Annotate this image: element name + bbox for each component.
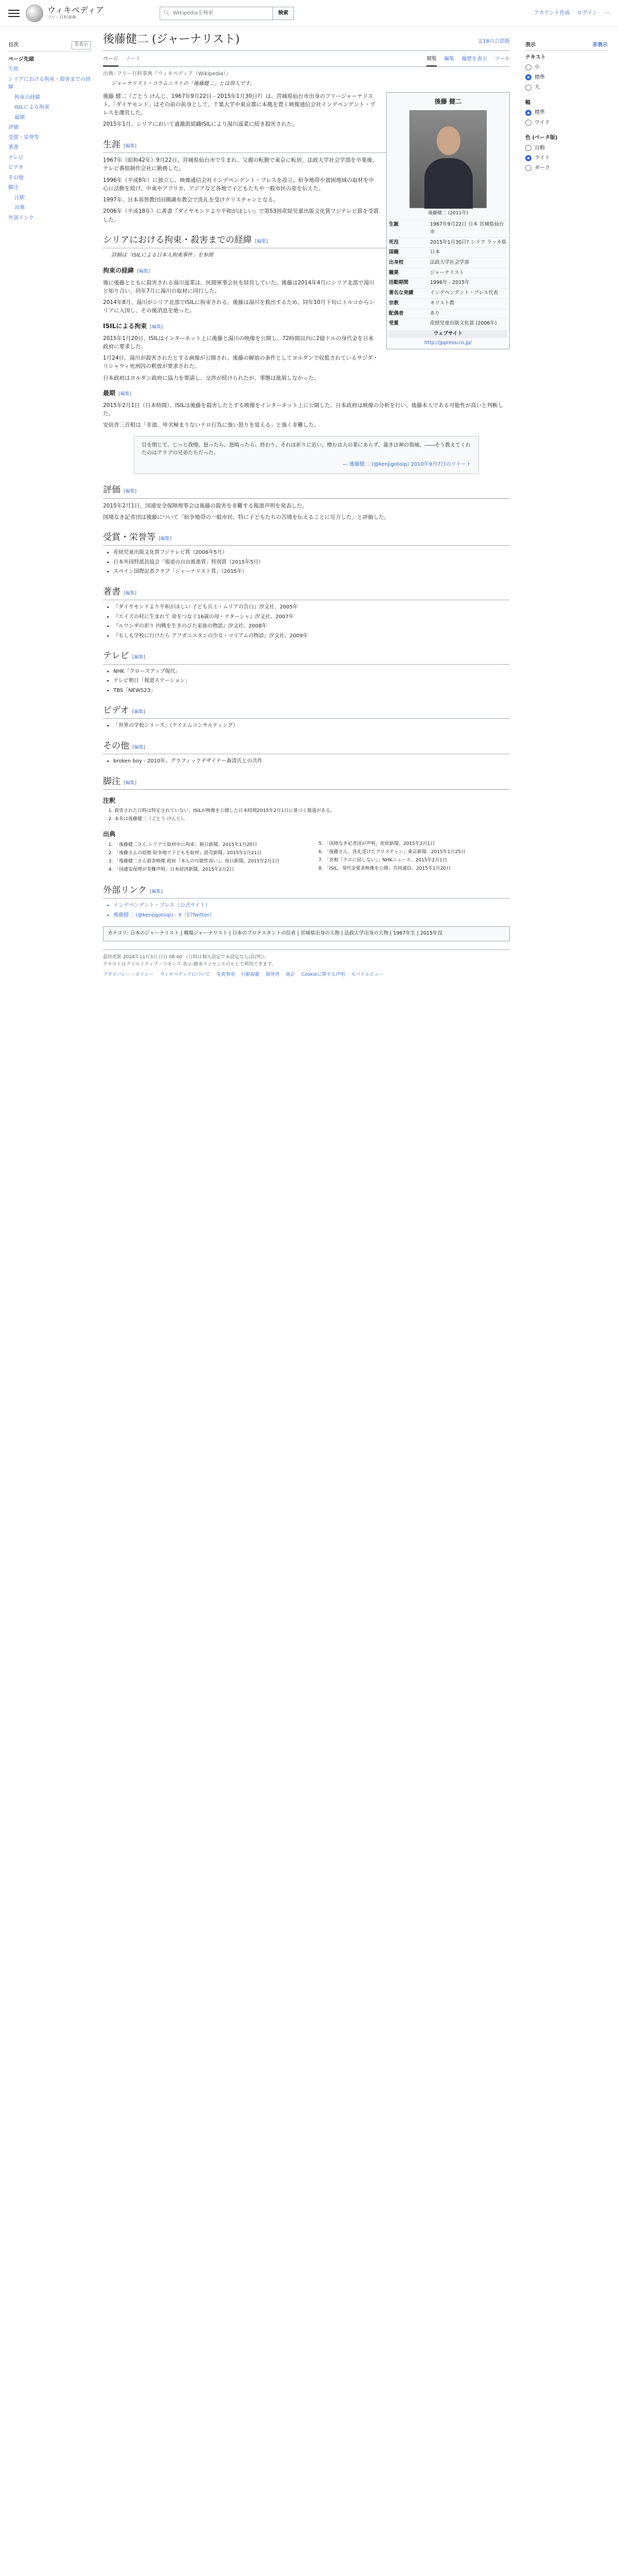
infobox-value: あり [430, 310, 440, 316]
death-paragraph: 安倍晋三首相は「非道、卑劣極まりないテロ行為に強い怒りを覚える」と強く非難した。 [103, 422, 319, 429]
width-option[interactable] [525, 119, 608, 127]
page-title [103, 31, 510, 51]
appearance-title: 表示 [525, 42, 536, 48]
search-input[interactable] [160, 7, 273, 20]
tweet-quote [134, 436, 479, 474]
color-label: 色 (ベータ版) [525, 135, 558, 141]
subheading-detention: 拘束の経緯 [編集] [103, 266, 150, 274]
radio-icon[interactable] [525, 110, 531, 116]
view-tab-3[interactable]: ツール [494, 56, 510, 62]
toc-item[interactable]: 注釈 [14, 195, 25, 201]
subheading-isil: ISILによる拘束 [編集] [103, 322, 163, 330]
section-heading-awards: 受賞・栄誉等 [編集] [103, 531, 510, 546]
width-option[interactable] [525, 109, 608, 117]
toc-item[interactable]: 著書 [8, 145, 19, 151]
awards-list [113, 549, 510, 576]
section-heading-other: その他 [編集] [103, 739, 510, 754]
page-footer [103, 950, 510, 979]
toc-item[interactable]: 生涯 [8, 66, 19, 73]
detention-paragraph: 後に後藤とともに殺害される湯川遥菜は、民間軍事会社を経営していた。後藤は2014年4月にシリア北部で湯川と知り合い、同年7月に湯川の取材に同行した。 [103, 279, 374, 294]
view-tab-0[interactable]: 閲覧 [426, 53, 437, 66]
isil-paragraph: 1月24日、湯川が殺害されたとする画像が公開され、後藤の解放の条件としてヨルダンで収監されているサジダ・リシャウィ死刑囚の釈放が要求された。 [103, 355, 379, 370]
color-option-label: ダーク [535, 165, 550, 171]
login-link[interactable]: ログイン [577, 10, 597, 16]
life-paragraph: 1996年（平成8年）に独立し、映像通信会社インデペンデント・プレスを設立。紛争地帯や貧困地域の取材を中心に活動を続け、中東やアフリカ、アジアなど各地で子どもたちや一般市民の姿を伝えた。 [103, 177, 374, 192]
search-button[interactable]: 検索 [273, 7, 294, 20]
toc-item[interactable]: 脚注 [8, 185, 19, 191]
reference-item: 1. 「後藤健二さん シリアで取材中に拘束」朝日新聞、2015年1月20日 [114, 842, 300, 849]
portrait-photo[interactable] [409, 110, 487, 208]
video-list [113, 722, 510, 730]
text-size-options [525, 54, 608, 92]
death-paragraph: 2015年2月1日（日本時間）、ISILは後藤を殺害したとする映像をインターネット上に公開した。日本政府は映像の分析を行い、後藤本人である可能性が高いと判断した。 [103, 402, 504, 417]
text-size-label: テキスト [525, 54, 546, 60]
view-tab-1[interactable]: 編集 [444, 56, 455, 62]
toc-item[interactable]: 拘束の経緯 [14, 94, 40, 100]
subheading-footnotes: 注釈 [103, 797, 116, 805]
isil-paragraph: 日本政府はヨルダン政府に協力を要請し、交渉が続けられたが、事態は進展しなかった。 [103, 375, 319, 381]
edit-section-link[interactable]: [編集] [124, 780, 137, 786]
photo-caption: 後藤健二 (2011年) [428, 211, 468, 216]
main-menu-icon[interactable] [8, 8, 20, 19]
tv-item: • TBS「NEWS23」 [113, 687, 510, 695]
radio-icon[interactable] [525, 155, 531, 161]
edit-section-link[interactable]: [編集] [124, 489, 137, 495]
user-links [534, 9, 610, 18]
quote-citation[interactable]: — 後藤健二 (@kenjigotoip) 2010年9月7日のツイート [342, 461, 471, 467]
main-content [103, 31, 510, 979]
site-header [0, 0, 618, 27]
tv-item: • テレビ朝日「報道ステーション」 [113, 677, 510, 685]
reference-item: 6. 「後藤さん、洗礼受けたクリスチャン」東京新聞、2015年1月25日 [324, 849, 510, 856]
book-item: • 『ルワンダの祈り 内戦を生きのびた家族の物語』汐文社、2008年 [113, 622, 510, 631]
footer-link[interactable]: プライバシー・ポリシー [103, 972, 154, 977]
section-heading-tv: テレビ [編集] [103, 649, 510, 664]
reference-item: 2. 「後藤さんの経歴 紛争地で子どもを取材」読売新聞、2015年1月21日 [114, 850, 300, 857]
text-size-option[interactable] [525, 74, 608, 82]
page-title-text: 後藤健二 (ジャーナリスト) [103, 33, 240, 46]
radio-icon[interactable] [525, 64, 531, 71]
radio-icon[interactable] [525, 84, 531, 91]
toc-item[interactable]: その他 [8, 175, 24, 181]
footer-link[interactable]: 開発者 [266, 972, 280, 977]
external-links-list [113, 902, 510, 919]
language-button[interactable]: 文18の言語版 [477, 39, 510, 44]
edit-section-link[interactable]: [編集] [132, 744, 146, 750]
edit-section-link[interactable]: [編集] [124, 143, 137, 149]
width-option-label: 標準 [535, 110, 545, 115]
color-option-label: ライト [535, 155, 550, 161]
infobox-value: ジャーナリスト [430, 269, 465, 276]
infobox-value: 2015年1月30日? シリア ラッカ県 [430, 239, 507, 245]
infobox-key: 生誕 [389, 222, 399, 228]
toc-item[interactable]: テレビ [8, 155, 24, 161]
tv-list [113, 668, 510, 695]
source-line: 出典: フリー百科事典『ウィキペディア（Wikipedia）』 [103, 71, 231, 77]
infobox-row [389, 219, 507, 237]
infobox-row [389, 278, 507, 288]
edit-section-link[interactable]: [編集] [124, 590, 137, 596]
text-size-option[interactable] [525, 63, 608, 72]
life-paragraph: 1997年、日本基督教団田園調布教会で洗礼を受けクリスチャンとなる。 [103, 197, 279, 204]
edit-section-link[interactable]: [編集] [149, 889, 163, 894]
edit-section-link[interactable]: [編集] [159, 536, 172, 542]
reference-item: 5. 「国境なき記者団が声明」産経新聞、2015年2月1日 [324, 841, 510, 848]
infobox-row [389, 247, 507, 258]
external-link[interactable]: • 後藤健二 (@kenjigotoip) - X（旧Twitter） [113, 911, 510, 920]
reference-item: 8. 「ISIL、身代金要求映像を公開」共同通信、2015年1月20日 [324, 866, 510, 873]
evaluation-paragraph: 2015年2月1日、国連安全保障理事会は後藤の殺害を非難する報道声明を発表した。 [103, 502, 308, 509]
footer-link[interactable]: モバイルビュー [351, 972, 384, 977]
toc-item[interactable]: 受賞・栄誉等 [8, 134, 39, 141]
other-item: • broken boy - 2010年、グラフィックデザイナー森清氏との共作 [113, 757, 510, 766]
section-heading-notes: 脚注 [編集] [103, 775, 510, 790]
namespace-tabs [103, 53, 141, 66]
text-size-option-label: 標準 [535, 74, 545, 80]
books-list [113, 603, 510, 640]
infobox-row [389, 298, 507, 309]
award-item: • 日本外国特派員協会「報道の自由推進賞」特別賞（2015年5月） [113, 558, 510, 567]
toc-item[interactable]: 評価 [8, 125, 19, 131]
radio-icon[interactable] [525, 165, 531, 171]
page-tabs [103, 53, 510, 67]
infobox-key: 宗教 [389, 300, 399, 306]
edit-section-link[interactable]: [編集] [255, 239, 268, 244]
infobox-value: 法政大学社会学部 [430, 260, 470, 265]
footnotes-list [114, 808, 510, 823]
infobox-value: 産経児童出版文化賞 (2006年) [430, 320, 497, 327]
tab-0[interactable]: ページ [103, 53, 118, 66]
external-link[interactable]: • インデペンデント・プレス（公式サイト） [113, 902, 510, 910]
infobox-title: 後藤 健二 [434, 97, 462, 105]
infobox-row [389, 258, 507, 268]
infobox-key: 受賞 [389, 320, 399, 327]
infobox-row [389, 288, 507, 298]
section-heading-external: 外部リンク [編集] [103, 884, 510, 899]
edit-section-link[interactable]: [編集] [137, 268, 150, 274]
toc-item[interactable]: 最期 [14, 114, 25, 121]
tv-item: • NHK「クローズアップ現代」 [113, 668, 510, 676]
category-links[interactable]: カテゴリ: 日本のジャーナリスト | 戦場ジャーナリスト | 日本のプロテスタントの信者 | 宮城県出身の人物 | 法政大学出身の人物 | 1967年生 | 2015年没 [103, 926, 510, 941]
reference-item: 7. 「首相『テロに屈しない』」NHKニュース、2015年2月1日 [324, 857, 510, 865]
isil-paragraph: 2015年1月20日、ISILはインターネット上に後藤と湯川の映像を公開し、72時間以内に2億ドルの身代金を日本政府に要求した。 [103, 335, 374, 350]
text-size-option-label: 小 [535, 64, 540, 70]
create-account-link[interactable]: アカウント作成 [534, 10, 570, 16]
subheading-death: 最期 [編集] [103, 389, 132, 397]
quote-text: 目を閉じて、じっと我慢。怒ったら、怒鳴ったら、終わり。それは祈りに近い。憎むは人の業にあらず、裁きは神の領域。――そう教えてくれたのはアラブの兄弟たちだった。 [142, 442, 471, 456]
color-option-label: 自動 [535, 145, 545, 151]
section-heading-video: ビデオ [編集] [103, 704, 510, 719]
toc-item[interactable]: シリアにおける拘束・殺害までの経緯 [8, 76, 91, 91]
toc-item[interactable]: 外部リンク [8, 215, 34, 221]
view-tabs [426, 53, 510, 66]
section-heading-life: 生涯 [編集] [103, 138, 510, 153]
infobox-website-header: ウェブサイト [389, 330, 507, 338]
radio-icon[interactable] [525, 145, 531, 151]
infobox-key: 活動期間 [389, 280, 409, 286]
width-label: 幅 [525, 99, 530, 106]
infobox-key: 著名な実績 [389, 290, 414, 296]
search-form [160, 7, 294, 20]
toc-item[interactable]: ISILによる拘束 [14, 105, 49, 111]
intro-paragraph: 2015年1月、シリアにおいて過激派組織ISILにより湯川遥菜に続き殺害された。 [103, 121, 298, 128]
toc-hide-button[interactable]: 非表示 [72, 41, 91, 49]
tab-1[interactable]: ノート [125, 56, 141, 62]
appearance-panel [525, 41, 608, 179]
infobox-value: 1996年 - 2015年 [430, 280, 470, 286]
infobox-row [389, 238, 507, 248]
life-paragraph: 2006年（平成18年）に著書『ダイヤモンドより平和がほしい』で第53回産経児童出版文化賞フジテレビ賞を受賞した。 [103, 208, 379, 223]
infobox-value: 日本 [430, 249, 440, 256]
edit-section-link[interactable]: [編集] [132, 655, 145, 660]
infobox-value: キリスト教 [430, 300, 455, 306]
infobox-key: 出身校 [389, 260, 404, 265]
edit-section-link[interactable]: [編集] [132, 709, 145, 715]
toc-header [8, 41, 91, 52]
hatnote: ジャーナリスト・コラムニストの「後藤健二」とは別人です。 [111, 81, 255, 87]
last-edited: 最終更新 2024年11月3日 (日) 08:40 （日時は個人設定で未設定ならばUTC）。 [103, 955, 269, 960]
infobox-value: 1967年9月22日 日本 宮城県仙台市 [430, 222, 504, 235]
toc-item[interactable]: ページ先頭 [8, 56, 34, 62]
toc-item[interactable]: ビデオ [8, 165, 24, 171]
infobox-row [389, 268, 507, 278]
references-list [114, 841, 510, 874]
width-options [525, 99, 608, 127]
detention-paragraph: 2014年8月、湯川がシリア北部でISILに拘束される。後藤は湯川を救出するため、同年10月下旬にトルコからシリアに入国し、その後消息を絶った。 [103, 299, 375, 314]
reference-item: 3. 「後藤健二さん殺害映像 政府『本人の可能性高い』」毎日新聞、2015年2月1日 [114, 858, 300, 866]
license-text: テキストはクリエイティブ・コモンズ 表示-継承ライセンスのもとで利用できます。 [103, 961, 277, 967]
footer-link[interactable]: 行動規範 [241, 972, 260, 977]
other-list [113, 757, 510, 766]
text-size-option[interactable] [525, 83, 608, 92]
radio-icon[interactable] [525, 120, 531, 126]
video-item: • 「世界の学校シリーズ」（ケイエムコンサルティング） [113, 722, 510, 730]
infobox-key: 職業 [389, 269, 399, 276]
search-placeholder: Wikipediaを検索 [173, 10, 214, 16]
appearance-header [525, 41, 608, 51]
width-option-label: ワイド [535, 120, 550, 126]
color-options [525, 134, 608, 172]
infobox-rows [389, 219, 507, 329]
footnote-item: 2. 本名は後藤健二（ごとう けんじ）。 [114, 816, 510, 823]
footer-link[interactable]: Cookieに関する声明 [301, 972, 345, 977]
intro-paragraph: 後藤 健二（ごとう けんじ、1967年9月22日 - 2015年1月30日?）は、宮城県仙台市出身のフリージャーナリスト。「ダイヤモンド」はその前の前身として、千葉大学や東京都に本拠を置く映像通信会社インデペンデント・プレスを運営した。 [103, 93, 375, 116]
book-item: • 『エイズの村に生まれて 命をつなぐ16歳の母・ナターシャ』汐文社、2007年 [113, 613, 510, 621]
section-heading-syria: シリアにおける拘束・殺害までの経緯 [編集] [103, 233, 510, 248]
wiki-tagline: フリー百科事典 [47, 15, 76, 20]
footer-link[interactable]: ウィキペディアについて [160, 972, 211, 977]
evaluation-paragraph: 国境なき記者団は後藤について「紛争地帯の一般市民、特に子どもたちの苦境を伝えることに尽力した」と評価した。 [103, 514, 390, 520]
color-option[interactable] [525, 164, 608, 173]
infobox-website-link[interactable]: http://jppress.co.jp/ [424, 340, 472, 346]
infobox-row [389, 309, 507, 319]
infobox-key: 配偶者 [389, 310, 404, 316]
infobox-key: 死没 [389, 239, 399, 245]
book-item: • 『もしも学校に行けたら アフガニスタンの少女・マリアムの物語』汐文社、2009年 [113, 632, 510, 640]
toc-list [8, 55, 91, 224]
wiki-globe-icon [26, 5, 43, 22]
more-options-icon[interactable]: ⋯ [605, 10, 610, 16]
award-item: • 産経児童出版文化賞フジテレビ賞（2006年5月） [113, 549, 510, 557]
toc-title: 目次 [8, 42, 19, 48]
search-icon: 🔍︎ [163, 10, 170, 16]
edit-section-link[interactable]: [編集] [118, 391, 132, 397]
site-logo[interactable] [26, 5, 149, 22]
color-option[interactable] [525, 144, 608, 152]
color-option[interactable] [525, 154, 608, 162]
main-article-note: 詳細は「ISILによる日本人拘束事件」を参照 [111, 252, 213, 259]
footnote-item: 1. 殺害された日時は特定されていない。ISILが映像を公開した日本時間2015年2月1日に基づく報道がある。 [114, 808, 510, 815]
text-size-option-label: 大 [535, 84, 540, 90]
subheading-sources: 出典 [103, 830, 116, 838]
section-heading-evaluation: 評価 [編集] [103, 483, 510, 498]
edit-section-link[interactable]: [編集] [150, 324, 163, 330]
footer-link[interactable]: 免責事項 [216, 972, 235, 977]
book-item: • 『ダイヤモンドより平和がほしい 子ども兵士・ムリアの告白』汐文社、2005年 [113, 603, 510, 612]
infobox-key: 国籍 [389, 249, 399, 256]
infobox-row [389, 318, 507, 329]
wiki-name: ウィキペディア [47, 5, 104, 15]
radio-icon[interactable] [525, 74, 531, 80]
footer-links [103, 972, 510, 979]
table-of-contents [8, 41, 91, 223]
view-tab-2[interactable]: 履歴を表示 [461, 56, 488, 62]
language-count: 18の言語版 [483, 39, 510, 44]
life-paragraph: 1967年（昭和42年）9月22日、宮城県仙台市で生まれ、父親の転勤で東京に転居。法政大学社会学部を卒業後、テレビ番組制作会社に勤務した。 [103, 157, 378, 172]
award-item: • スペイン国際記者クラブ「ジャーナリスト賞」（2015年） [113, 568, 510, 576]
infobox [386, 92, 510, 350]
toc-item[interactable]: 出典 [14, 205, 25, 211]
section-heading-books: 著書 [編集] [103, 585, 510, 600]
footer-link[interactable]: 統計 [286, 972, 296, 977]
reference-item: 4. 「国連安保理が非難声明」日本経済新聞、2015年2月2日 [114, 867, 300, 874]
appearance-hide-button[interactable]: 非表示 [592, 42, 608, 48]
infobox-value: インデペンデント・プレス代表 [430, 290, 499, 296]
